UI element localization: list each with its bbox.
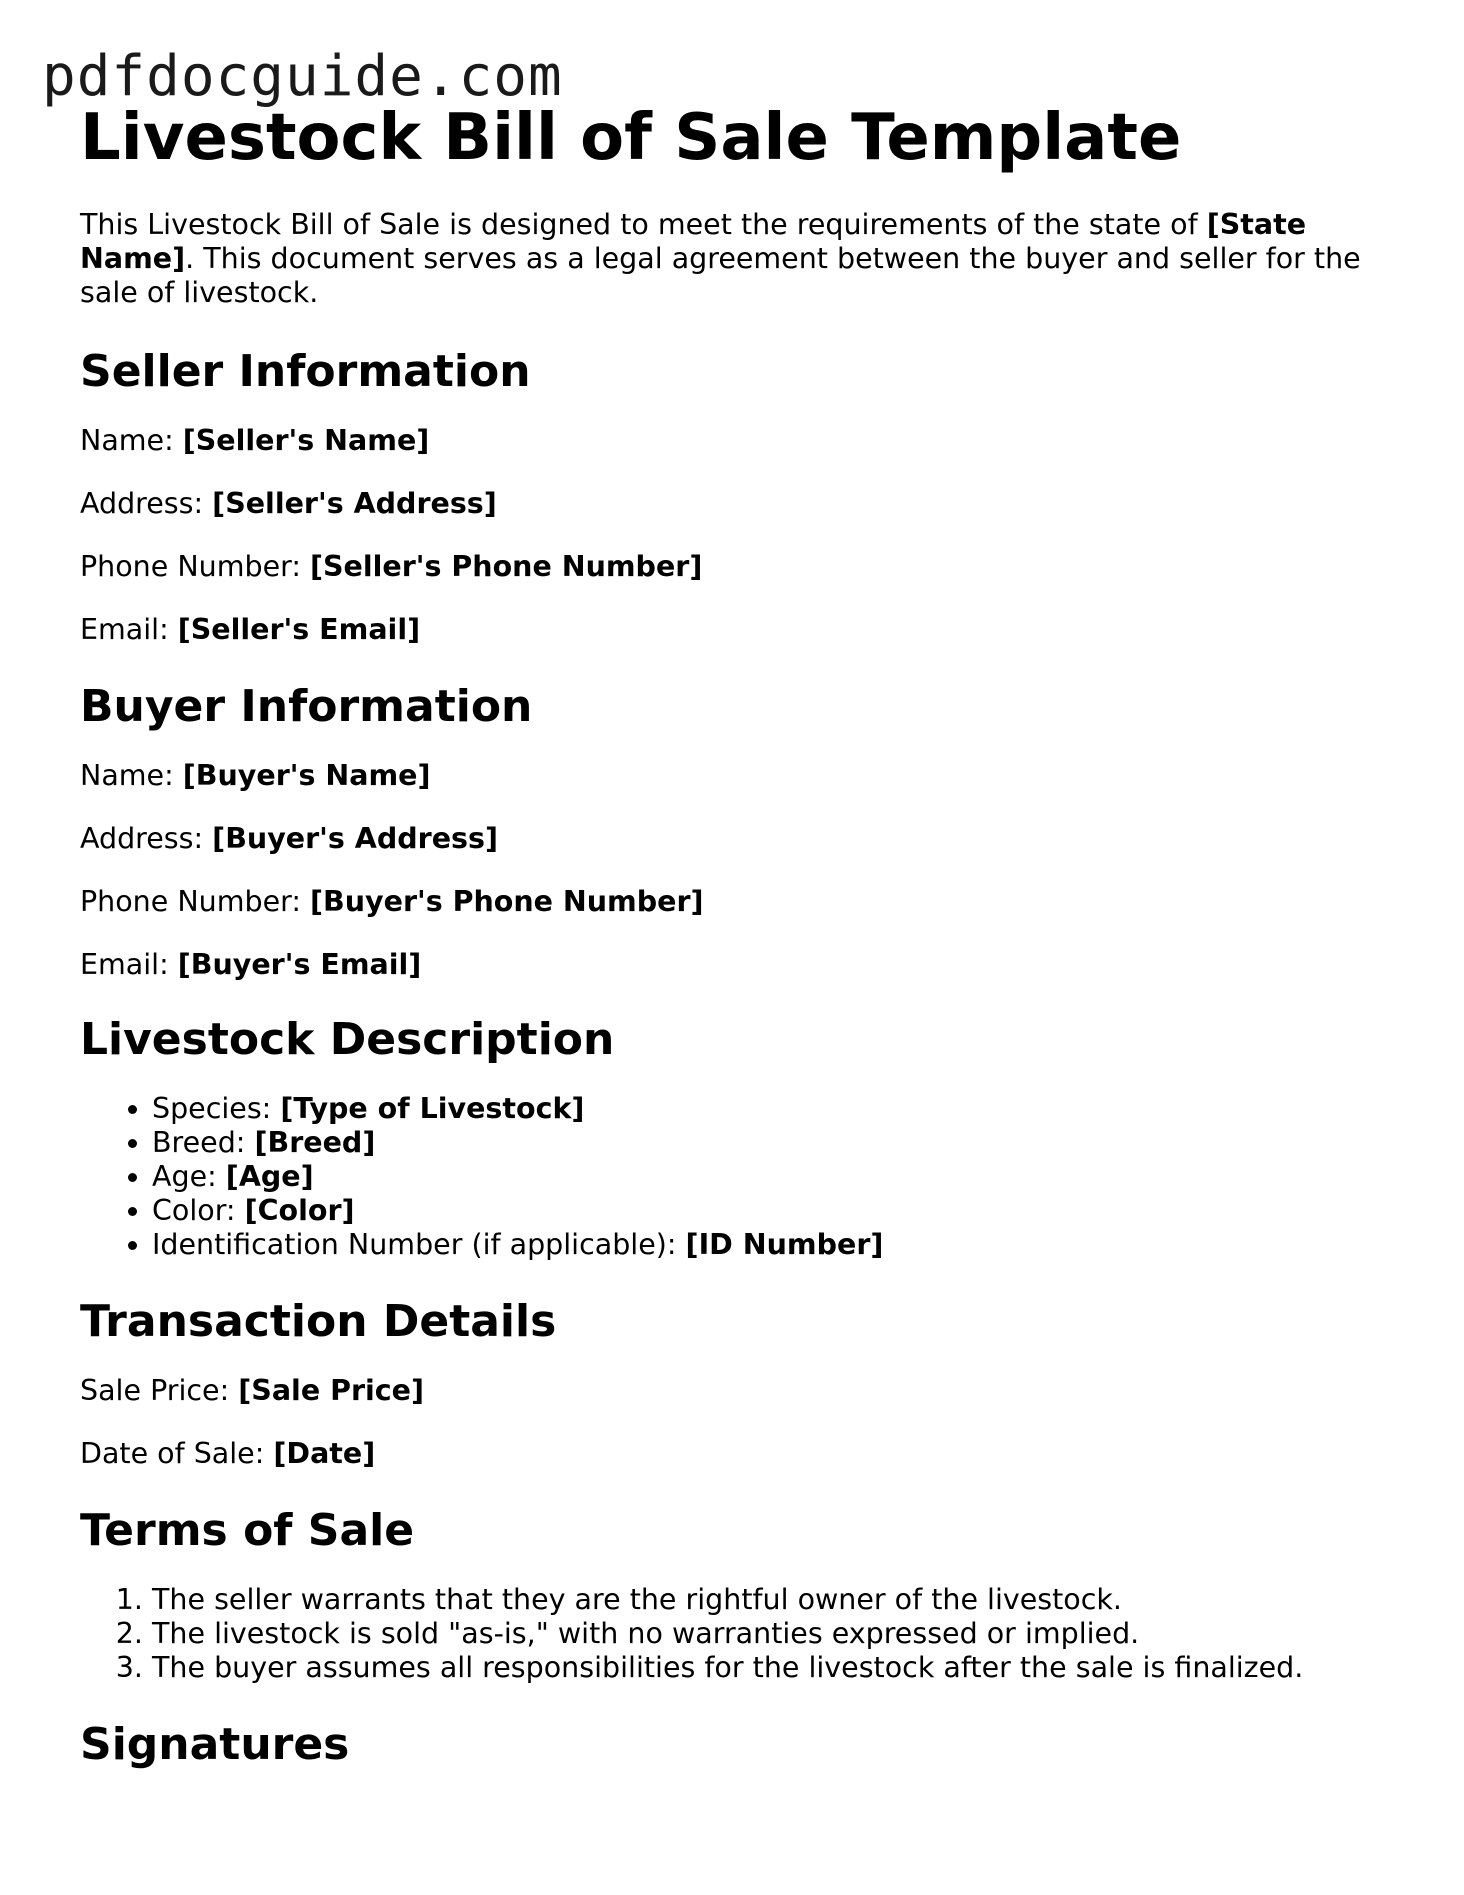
field-value: [Buyer's Address]: [212, 822, 498, 855]
item-value: [Type of Livestock]: [280, 1092, 585, 1125]
seller-information-heading: Seller Information: [80, 346, 531, 397]
livestock-description-list: [80, 1092, 1400, 1262]
terms-of-sale-list: [80, 1583, 1400, 1685]
field-label: Name:: [80, 759, 183, 792]
field-label: Date of Sale:: [80, 1437, 274, 1470]
livestock-description-heading: Livestock Description: [80, 1014, 615, 1065]
list-item-species: [152, 1092, 1400, 1126]
field-value: [Seller's Name]: [182, 424, 430, 457]
field-value: [Sale Price]: [238, 1374, 425, 1407]
field-label: Email:: [80, 613, 178, 646]
sale-price-field: [80, 1374, 1400, 1408]
buyer-phone-field: [80, 885, 1400, 919]
list-item-color: [152, 1194, 1400, 1228]
transaction-fields: [80, 1374, 1400, 1471]
field-value: [Seller's Phone Number]: [310, 550, 703, 583]
seller-fields: [80, 424, 1400, 647]
field-label: Address:: [80, 487, 213, 520]
field-label: Phone Number:: [80, 550, 310, 583]
document-title: Livestock Bill of Sale Template: [80, 101, 1182, 175]
item-label: Color:: [152, 1194, 245, 1227]
terms-of-sale-heading: Terms of Sale: [80, 1505, 415, 1556]
list-item-age: [152, 1160, 1400, 1194]
date-of-sale-field: [80, 1437, 1400, 1471]
item-label: Age:: [152, 1160, 226, 1193]
list-item-breed: [152, 1126, 1400, 1160]
signatures-heading: Signatures: [80, 1719, 350, 1770]
buyer-name-field: [80, 759, 1400, 793]
item-value: [Breed]: [254, 1126, 376, 1159]
field-label: Phone Number:: [80, 885, 310, 918]
state-name-placeholder: [State Name]: [80, 208, 1307, 275]
transaction-details-heading: Transaction Details: [80, 1296, 557, 1347]
seller-email-field: [80, 613, 1400, 647]
field-label: Sale Price:: [80, 1374, 239, 1407]
field-value: [Date]: [273, 1437, 376, 1470]
seller-name-field: [80, 424, 1400, 458]
field-value: [Buyer's Name]: [182, 759, 431, 792]
document-page: [80, 98, 1400, 1773]
buyer-email-field: [80, 948, 1400, 982]
list-item: 3. The buyer assumes all responsibilities for the livestock after the sale is finalized.: [152, 1651, 1400, 1685]
intro-text-after: . This document serves as a legal agreement between the buyer and seller for the sale of livestock.: [80, 242, 1361, 309]
field-label: Name:: [80, 424, 183, 457]
list-item-id-number: [152, 1228, 1400, 1262]
item-label: Breed:: [152, 1126, 255, 1159]
field-label: Address:: [80, 822, 213, 855]
buyer-address-field: [80, 822, 1400, 856]
list-item: 2. The livestock is sold "as-is," with no warranties expressed or implied.: [152, 1617, 1400, 1651]
item-label: Identification Number (if applicable):: [152, 1228, 686, 1261]
field-value: [Buyer's Email]: [177, 948, 422, 981]
buyer-information-heading: Buyer Information: [80, 681, 533, 732]
buyer-fields: [80, 759, 1400, 982]
field-value: [Seller's Address]: [212, 487, 497, 520]
seller-phone-field: [80, 550, 1400, 584]
intro-text-before: This Livestock Bill of Sale is designed to meet the requirements of the state of: [80, 208, 1207, 241]
watermark-text: pdfdocguide.com: [42, 44, 563, 109]
field-value: [Buyer's Phone Number]: [310, 885, 704, 918]
field-value: [Seller's Email]: [177, 613, 421, 646]
item-value: [Age]: [225, 1160, 314, 1193]
item-label: Species:: [152, 1092, 281, 1125]
item-value: [Color]: [244, 1194, 355, 1227]
item-value: [ID Number]: [685, 1228, 884, 1261]
list-item: 1. The seller warrants that they are the rightful owner of the livestock.: [152, 1583, 1400, 1617]
intro-paragraph: [80, 208, 1390, 310]
seller-address-field: [80, 487, 1400, 521]
field-label: Email:: [80, 948, 178, 981]
